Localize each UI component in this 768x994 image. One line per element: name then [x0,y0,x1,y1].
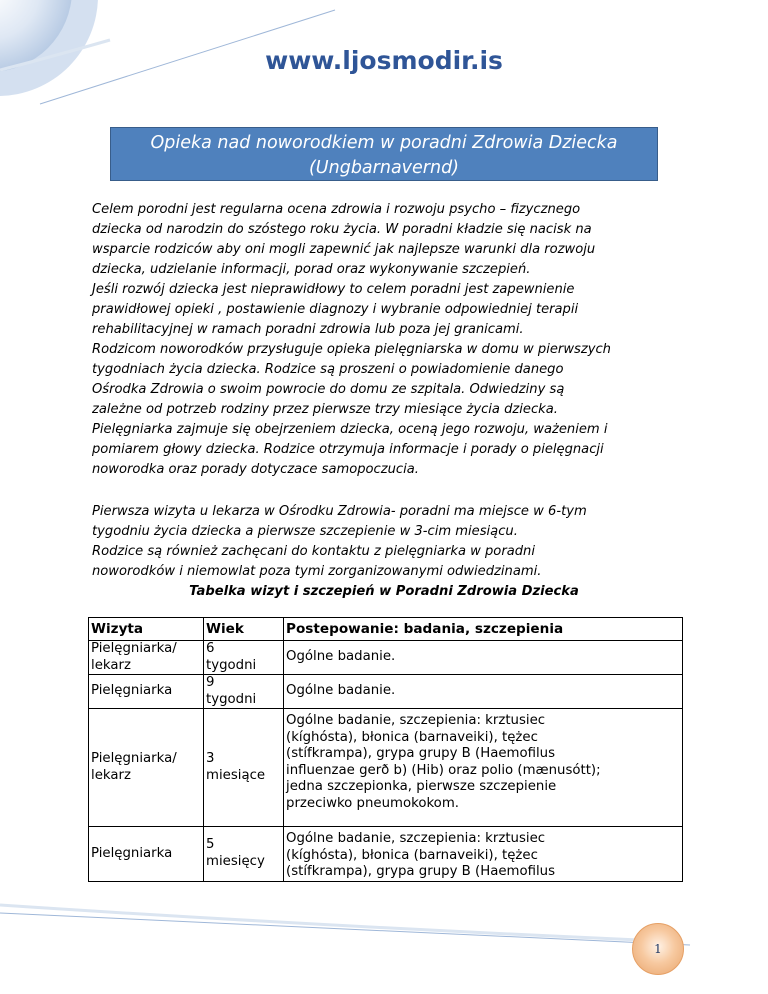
text-line: dziecka, udzielanie informacji, porad oraz wykonywanie szczepień. [92,262,531,277]
footer-line [0,913,690,945]
visits-table [88,617,683,882]
site-url[interactable]: www.ljosmodir.is [265,46,503,75]
cell-line: miesiące [206,767,266,783]
text-line: dziecka od narodzin do szóstego roku życia. W poradni kładzie się nacisk na [92,222,592,237]
table-row [89,827,683,882]
cell-line: 6 [206,641,215,656]
cell-visit [89,827,204,882]
footer-swoosh [0,905,640,940]
table-row [89,709,683,827]
cell-line: Pielęgniarka [91,845,173,861]
text-line: tygodniu życia dziecka a pierwsze szczepienie w 3-cim miesiącu. [92,524,518,539]
cell-line: lekarz [91,657,131,673]
table-header-row [89,618,683,641]
cell-line: miesięcy [206,853,265,869]
cell-line: Ogólne badanie. [286,683,396,699]
cell-procedure [284,827,683,882]
text-line: Jeśli rozwój dziecka jest nieprawidłowy to celem poradni jest zapewnienie [92,282,575,297]
cell-procedure [284,675,683,709]
cell-line: lekarz [91,767,131,783]
text-line: pomiarem głowy dziecka. Rodzice otrzymuja informacje i porady o pielęgnacji [92,442,604,457]
cell-age [204,675,284,709]
text-line: noworodka oraz porady dotyczace samopoczucia. [92,462,419,477]
cell-line: przeciwko pneumokokom. [286,795,460,811]
text-line: Rodzicom noworodków przysługuje opieka pielęgniarska w domu w pierwszych [92,342,611,357]
page-number-badge: 1 [632,923,684,975]
text-line: Celem porodni jest regularna ocena zdrowia i rozwoju psycho – fizycznego [92,202,581,217]
text-line: noworodków i niemowlat poza tymi zorganizowanymi odwiedzinami. [92,564,542,579]
header-visit: Wizyta [89,618,204,641]
text-line: Pierwsza wizyta u lekarza w Ośrodku Zdrowia- poradni ma miejsce w 6-tym [92,504,587,519]
cell-visit [89,675,204,709]
cell-line: tygodni [206,691,257,707]
table-row [89,675,683,709]
text-line: wsparcie rodziców aby oni mogli zapewnić jak najlepsze warunki dla rozwoju [92,242,596,257]
cell-age [204,641,284,675]
cell-line: influenzae gerð b) (Hib) oraz polio (mænusótt); [286,762,601,778]
table-caption: Tabelka wizyt i szczepień w Poradni Zdrowia Dziecka [189,584,579,599]
cell-line: Pielęgniarka/ [91,641,177,656]
text-line: zależne od potrzeb rodziny przez pierwsze trzy miesiące życia dziecka. [92,402,558,417]
cell-line: Ogólne badanie. [286,649,396,665]
cell-age [204,709,284,827]
text-line: Rodzice są również zachęcani do kontaktu z pielęgniarka w poradni [92,544,535,559]
cell-line: tygodni [206,657,257,673]
cell-line: Pielęgniarka/ [91,751,177,766]
cell-line: 9 [206,675,215,690]
cell-visit [89,641,204,675]
cell-procedure [284,709,683,827]
cell-line: (stífkrampa), grypa grupy B (Haemofilus [286,864,556,879]
table-row [89,641,683,675]
cell-line: 3 [206,751,215,766]
cell-age [204,827,284,882]
cell-line: (kíghósta), błonica (barnaveiki), tężec [286,729,538,745]
text-line: tygodniach życia dziecka. Rodzice są proszeni o powiadomienie danego [92,362,564,377]
cell-line: (stífkrampa), grypa grupy B (Haemofilus [286,746,556,761]
cell-line: 5 [206,837,215,853]
cell-line: Ogólne badanie, szczepienia: krztusiec [286,713,546,728]
text-line: Ośrodka Zdrowia o swoim powrocie do domu ze szpitala. Odwiedziny są [92,382,565,397]
cell-procedure [284,641,683,675]
visit-paragraph [92,502,692,582]
cell-line: Pielęgniarka [91,683,173,699]
cell-line: (kíghósta), błonica (barnaveiki), tężec [286,847,538,863]
title-line-2: (Ungbarnavernd) [308,158,460,178]
cell-line: jedna szczepionka, pierwsze szczepienie [286,779,557,794]
header-procedure: Postepowanie: badania, szczepienia [284,618,683,641]
cell-line: Ogólne badanie, szczepienia: krztusiec [286,831,546,846]
title-banner [110,127,658,181]
text-line: Pielęgniarka zajmuje się obejrzeniem dziecka, oceną jego rozwoju, ważeniem i [92,422,608,437]
intro-paragraph [92,200,692,480]
title-line-1: Opieka nad noworodkiem w poradni Zdrowia Dziecka [150,133,618,153]
cell-visit [89,709,204,827]
header-age: Wiek [204,618,284,641]
text-line: rehabilitacyjnej w ramach poradni zdrowia lub poza jej granicami. [92,322,524,337]
text-line: prawidłowej opieki , postawienie diagnozy i wybranie odpowiedniej terapii [92,302,579,317]
